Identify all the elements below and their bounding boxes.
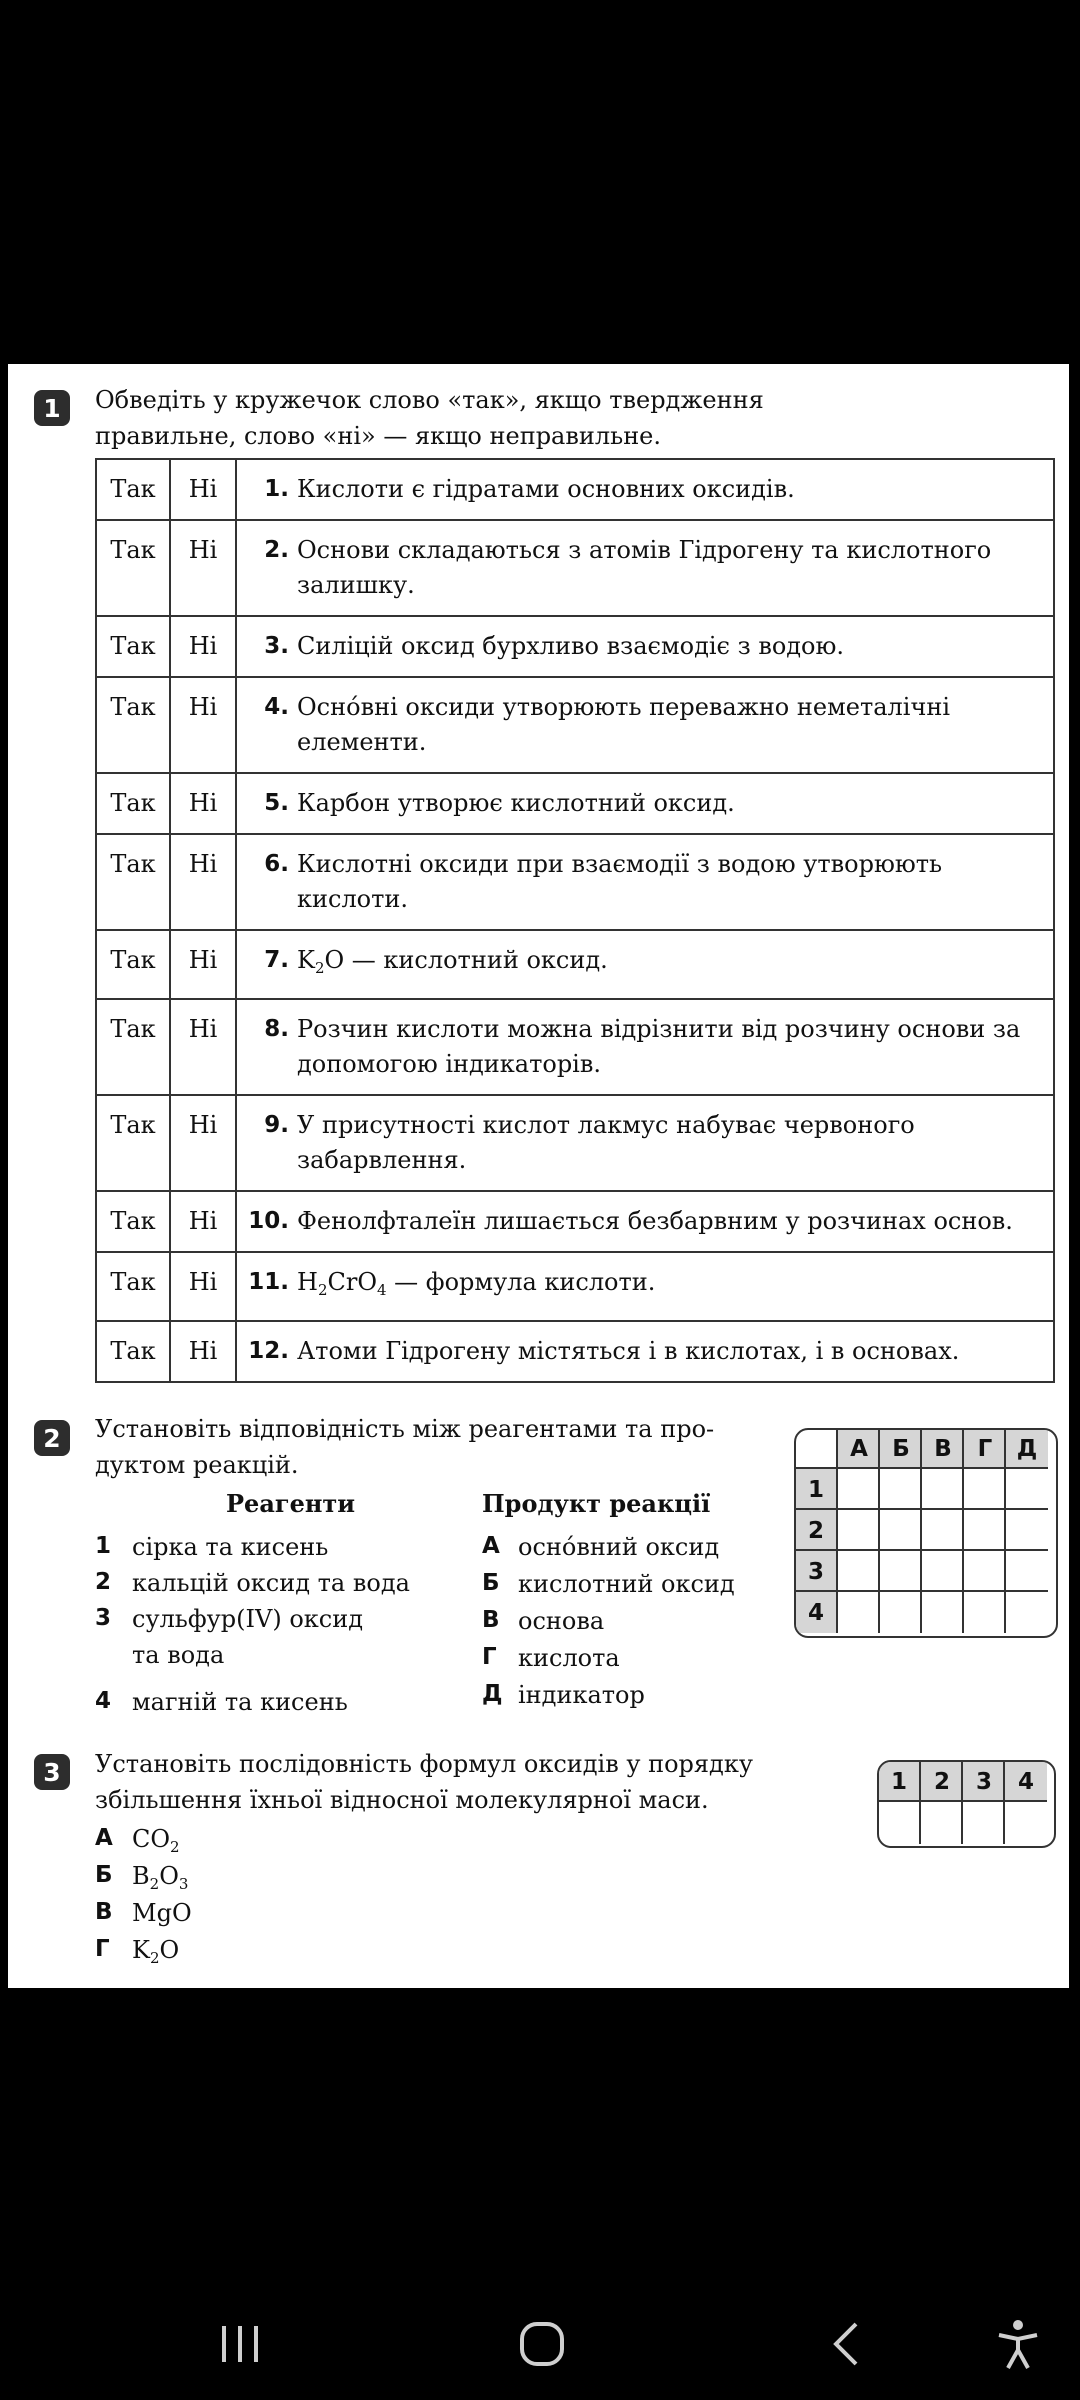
formula-part: — формула кислоти. (386, 1268, 656, 1296)
answer-grid-q3 (877, 1760, 1056, 1848)
formula-part: MgO (132, 1899, 192, 1927)
statement-number: 10. (248, 1208, 289, 1234)
product-item: кислотний оксид (518, 1570, 735, 1598)
statement-row (96, 999, 1054, 1095)
product-label: Г (482, 1644, 497, 1670)
product-label: Д (482, 1681, 503, 1707)
answer-cell[interactable] (962, 1467, 1006, 1510)
question-2-instruction (95, 1411, 714, 1483)
statement-text: Основи складаються з атомів Гідрогену та кислотного залишку. (297, 536, 992, 599)
statement-text: Осно́вні оксиди утворюють переважно неметалічні елементи. (297, 693, 951, 756)
subscript: 4 (377, 1281, 387, 1299)
product-label: В (482, 1607, 500, 1633)
reagent-label: 2 (95, 1569, 112, 1595)
yes-option[interactable]: Так (96, 834, 170, 930)
answer-cell[interactable] (878, 1590, 922, 1633)
yes-option[interactable]: Так (96, 459, 170, 520)
product-item: індикатор (518, 1681, 645, 1709)
statement-number: 12. (248, 1338, 289, 1364)
option-label: Г (95, 1936, 110, 1962)
yes-option[interactable]: Так (96, 1191, 170, 1252)
grid-col-header: 2 (919, 1760, 963, 1802)
answer-cell[interactable] (1004, 1467, 1048, 1510)
no-option[interactable]: Ні (170, 834, 236, 930)
statement (245, 1108, 1045, 1178)
statement-cell (236, 773, 1054, 834)
products-header: Продукт реакції (482, 1489, 711, 1518)
instruction-line: Установіть послідовність формул оксидів у порядку (95, 1750, 753, 1778)
statement-row (96, 834, 1054, 930)
subscript: 2 (314, 959, 325, 977)
statement (245, 690, 1045, 760)
worksheet-page (8, 364, 1069, 1988)
option-label: В (95, 1899, 113, 1925)
yes-option[interactable]: Так (96, 773, 170, 834)
statement-number: 7. (264, 947, 289, 973)
question-2-badge: 2 (34, 1420, 70, 1456)
statement-cell (236, 1321, 1054, 1382)
subscript: 2 (170, 1838, 180, 1856)
formula-part: CO (132, 1825, 171, 1853)
product-label: Б (482, 1570, 500, 1596)
statement-number: 11. (248, 1269, 289, 1295)
no-option[interactable]: Ні (170, 1321, 236, 1382)
reagent-item (132, 1684, 348, 1720)
formula-part: O (159, 1936, 180, 1964)
grid-col-header: В (920, 1428, 964, 1467)
answer-cell[interactable] (1004, 1590, 1048, 1633)
statement-text: Силіцій оксид бурхливо взаємодіє з водою. (297, 632, 845, 660)
statement-row (96, 1321, 1054, 1382)
true-false-table (95, 458, 1055, 1383)
statement-cell (236, 834, 1054, 930)
accessibility-icon[interactable] (996, 2318, 1040, 2370)
statement-row (96, 520, 1054, 616)
formula-part: H (297, 1268, 318, 1296)
statement-cell (236, 520, 1054, 616)
answer-grid-q2 (794, 1428, 1058, 1638)
statement-row (96, 459, 1054, 520)
grid-row-header: 2 (794, 1508, 836, 1551)
grid-col-header: 4 (1003, 1760, 1047, 1802)
statement-row (96, 1191, 1054, 1252)
grid-col-header: 3 (961, 1760, 1005, 1802)
grid-col-header: Д (1004, 1428, 1048, 1467)
statement-number: 8. (264, 1016, 289, 1042)
statement-cell (236, 459, 1054, 520)
answer-cell[interactable] (836, 1590, 880, 1633)
statement-cell (236, 1252, 1054, 1321)
answer-cell[interactable] (962, 1590, 1006, 1633)
statement-text: Фенолфталеїн лишається безбарвним у розчинах основ. (297, 1207, 1013, 1235)
no-option[interactable]: Ні (170, 1252, 236, 1321)
statement (245, 533, 1045, 603)
product-item: осно́вний оксид (518, 1533, 720, 1561)
product-label: А (482, 1533, 500, 1559)
reagent-label: 4 (95, 1688, 112, 1714)
reagent-text: магній та кисень (132, 1688, 348, 1716)
instruction-line: збільшення їхньої відносної молекулярної маси. (95, 1786, 709, 1814)
statement-number: 1. (264, 476, 289, 502)
reagent-text: сульфур(IV) оксид (132, 1605, 363, 1633)
answer-cell[interactable] (878, 1508, 922, 1551)
option-formula (132, 1895, 192, 1931)
instruction-line: Установіть відповідність між реагентами та про- (95, 1415, 715, 1443)
statement (245, 472, 1045, 507)
statement-cell (236, 1191, 1054, 1252)
answer-cell[interactable] (961, 1800, 1005, 1844)
statement (245, 1204, 1045, 1239)
home-icon[interactable] (518, 2320, 566, 2368)
statement-cell (236, 616, 1054, 677)
yes-option[interactable]: Так (96, 930, 170, 999)
subscript: 2 (149, 1949, 160, 1967)
no-option[interactable]: Ні (170, 677, 236, 773)
reagent-item (132, 1565, 410, 1601)
subscript: 2 (317, 1281, 328, 1299)
reagents-header: Реагенти (226, 1489, 356, 1518)
statement-row (96, 930, 1054, 999)
instruction-line: дуктом реакцій. (95, 1451, 299, 1479)
grid-col-header: Б (878, 1428, 922, 1467)
answer-cell[interactable] (920, 1467, 964, 1510)
navigation-bar (0, 2270, 1080, 2400)
no-option[interactable]: Ні (170, 616, 236, 677)
yes-option[interactable]: Так (96, 520, 170, 616)
recents-icon[interactable] (218, 2322, 262, 2366)
statement-number: 6. (264, 851, 289, 877)
statement (245, 629, 1045, 664)
answer-cell[interactable] (962, 1549, 1006, 1592)
statement-text: Розчин кислоти можна відрізнити від розчину основи за допомогою індикаторів. (297, 1015, 1021, 1078)
statement-row (96, 677, 1054, 773)
subscript: 3 (178, 1875, 189, 1893)
statement-text: У присутності кислот лакмус набуває червоного забарвлення. (297, 1111, 915, 1174)
formula-part: K (297, 946, 315, 974)
answer-cell[interactable] (836, 1467, 880, 1510)
answer-cell[interactable] (878, 1467, 922, 1510)
question-1-badge: 1 (34, 390, 70, 426)
statement-text: Атоми Гідрогену містяться і в кислотах, і в основах. (297, 1337, 960, 1365)
grid-row-header: 1 (794, 1467, 836, 1510)
statement-row (96, 1252, 1054, 1321)
reagent-label: 3 (95, 1605, 112, 1631)
subscript: 2 (149, 1875, 160, 1893)
option-formula (132, 1932, 179, 1976)
answer-cell[interactable] (962, 1508, 1006, 1551)
formula-part: K (132, 1936, 150, 1964)
grid-row-header: 3 (794, 1549, 836, 1592)
reagent-label: 1 (95, 1533, 112, 1559)
answer-cell[interactable] (920, 1508, 964, 1551)
option-label: А (95, 1825, 113, 1851)
grid-row-header: 4 (794, 1590, 836, 1633)
question-1-instruction (95, 382, 764, 454)
no-option[interactable]: Ні (170, 459, 236, 520)
formula-part: CrO (327, 1268, 377, 1296)
statement-cell (236, 677, 1054, 773)
option-label: Б (95, 1862, 113, 1888)
statement-row (96, 1095, 1054, 1191)
no-option[interactable]: Ні (170, 773, 236, 834)
statement-number: 3. (264, 633, 289, 659)
reagent-item (132, 1529, 328, 1565)
answer-cell[interactable] (1004, 1549, 1048, 1592)
reagent-text: кальцій оксид та вода (132, 1569, 410, 1597)
answer-cell[interactable] (1004, 1508, 1048, 1551)
no-option[interactable]: Ні (170, 520, 236, 616)
instruction-line: Обведіть у кружечок слово «так», якщо твердження (95, 386, 764, 414)
statement-cell (236, 930, 1054, 999)
statement-cell (236, 999, 1054, 1095)
no-option[interactable]: Ні (170, 999, 236, 1095)
statement-text: Кислотні оксиди при взаємодії з водою утворюють кислоти. (297, 850, 943, 913)
statement (245, 1265, 1045, 1308)
statement-text: Кислоти є гідратами основних оксидів. (297, 475, 795, 503)
no-option[interactable]: Ні (170, 930, 236, 999)
answer-cell[interactable] (836, 1549, 880, 1592)
reagent-item (132, 1601, 363, 1673)
statement-number: 9. (264, 1112, 289, 1138)
yes-option[interactable]: Так (96, 616, 170, 677)
question-3-instruction (95, 1746, 753, 1818)
grid-col-header: 1 (877, 1760, 921, 1802)
answer-cell[interactable] (919, 1800, 963, 1844)
answer-cell[interactable] (877, 1800, 921, 1844)
formula-part: O — кислотний оксид. (324, 946, 608, 974)
statement-number: 2. (264, 537, 289, 563)
statement-number: 4. (264, 694, 289, 720)
reagent-text: та вода (132, 1641, 225, 1669)
grid-col-header: Г (962, 1428, 1006, 1467)
yes-option[interactable]: Так (96, 677, 170, 773)
formula-part: O (159, 1862, 179, 1890)
answer-cell[interactable] (836, 1508, 880, 1551)
statement-row (96, 616, 1054, 677)
statement (245, 786, 1045, 821)
statement (245, 847, 1045, 917)
no-option[interactable]: Ні (170, 1191, 236, 1252)
statement-row (96, 773, 1054, 834)
answer-cell[interactable] (1003, 1800, 1047, 1844)
statement-text (297, 943, 1045, 986)
question-3-badge: 3 (34, 1754, 70, 1790)
yes-option[interactable]: Так (96, 1095, 170, 1191)
grid-col-header: А (836, 1428, 880, 1467)
no-option[interactable]: Ні (170, 1095, 236, 1191)
product-item: кислота (518, 1644, 620, 1672)
statement (245, 1334, 1045, 1369)
answer-cell[interactable] (878, 1549, 922, 1592)
answer-cell[interactable] (920, 1590, 964, 1633)
reagent-text: сірка та кисень (132, 1533, 329, 1561)
instruction-line: правильне, слово «ні» — якщо неправильне. (95, 422, 662, 450)
yes-option[interactable]: Так (96, 999, 170, 1095)
yes-option[interactable]: Так (96, 1321, 170, 1382)
statement-text (297, 1265, 1045, 1308)
statement (245, 1012, 1045, 1082)
formula-part: B (132, 1862, 150, 1890)
statement-cell (236, 1095, 1054, 1191)
product-item: основа (518, 1607, 605, 1635)
statement-text: Карбон утворює кислотний оксид. (297, 789, 735, 817)
yes-option[interactable]: Так (96, 1252, 170, 1321)
statement (245, 943, 1045, 986)
back-icon[interactable] (828, 2320, 864, 2368)
statement-number: 5. (264, 790, 289, 816)
answer-cell[interactable] (920, 1549, 964, 1592)
